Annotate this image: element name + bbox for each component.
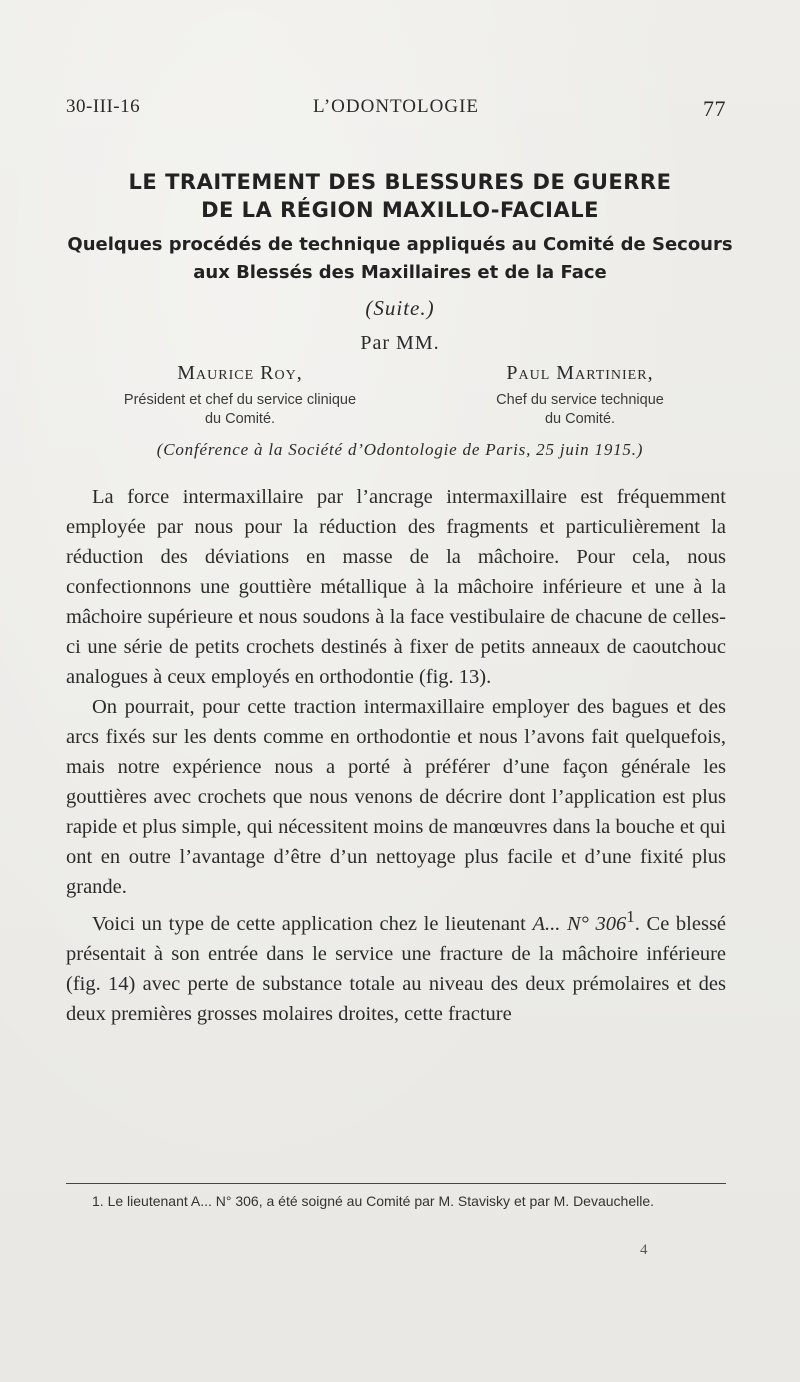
author-role xyxy=(420,391,740,429)
patient-reference: A... N° 306 xyxy=(532,912,627,935)
author-name: Maurice Roy, xyxy=(177,362,303,384)
continuation-note: (Suite.) xyxy=(365,296,435,320)
footnote: 1. Le lieutenant A... N° 306, a été soigné au Comité par M. Stavisky et par M. Devauchelle. xyxy=(92,1193,655,1209)
footnote-reference: 1 xyxy=(626,907,635,926)
article-subtitle-line-1: Quelques procédés de technique appliqués au Comité de Secours xyxy=(67,234,733,255)
author-role-line: Chef du service technique xyxy=(496,392,664,408)
article-body xyxy=(66,482,726,1029)
conference-note: (Conférence à la Société d’Odontologie de Paris, 25 juin 1915.) xyxy=(156,440,644,459)
author-right xyxy=(420,362,740,429)
article-title-line-2: DE LA RÉGION MAXILLO-FACIALE xyxy=(201,198,599,222)
journal-title: L’ODONTOLOGIE xyxy=(312,96,480,117)
page-number: 77 xyxy=(703,96,726,121)
body-paragraph xyxy=(66,902,726,1029)
author-role-line: du Comité. xyxy=(544,411,616,427)
article-subtitle-line-2: aux Blessés des Maxillaires et de la Face xyxy=(193,262,607,283)
paragraph-text: . Ce blessé présentait à son entrée dans le service une fracture de la mâchoire inférieure (fig. 14) avec perte de substance totale au niveau des deux prémolaires et des deux premières grosses molaires droites, cette fracture xyxy=(66,912,727,1025)
author-name: Paul Martinier, xyxy=(506,362,654,384)
paragraph-text: Voici un type de cette application chez le lieutenant xyxy=(92,912,526,935)
signature-mark: 4 xyxy=(640,1242,648,1258)
issue-date: 30-III-16 xyxy=(66,96,141,117)
author-left xyxy=(60,362,420,429)
author-role-line: du Comité. xyxy=(204,411,276,427)
author-role xyxy=(60,391,420,429)
body-paragraph: On pourrait, pour cette traction intermaxillaire employer des bagues et des arcs fixés sur les dents comme en orthodontie et nous l’avons fait quelquefois, mais notre expérience nous a porté à préférer d’une façon générale les gouttières avec crochets que nous venons de décrire dont l’application est plus rapide et plus simple, qui nécessitent moins de manœuvres dans la bouche et qui ont en outre l’avantage d’être d’un nettoyage plus facile et d’une fixité plus grande. xyxy=(66,696,726,898)
body-paragraph: La force intermaxillaire par l’ancrage intermaxillaire est fréquemment employée par nous pour la réduction des fragments et particulièrement la réduction des déviations en masse de la mâchoire. Pour cela, nous confectionnons une gouttière métallique à la mâchoire inférieure et une à la mâchoire supérieure et nous soudons à la face vestibulaire de chacune de celles-ci une série de petits crochets destinés à fixer de petits anneaux de caoutchouc analogues à ceux employés en orthodontie (fig. 13). xyxy=(66,486,726,688)
footnote-divider xyxy=(66,1183,726,1184)
article-title-line-1: LE TRAITEMENT DES BLESSURES DE GUERRE xyxy=(128,170,672,194)
running-head xyxy=(66,96,726,126)
byline-intro: Par MM. xyxy=(360,332,440,354)
author-role-line: Président et chef du service clinique xyxy=(123,392,357,408)
